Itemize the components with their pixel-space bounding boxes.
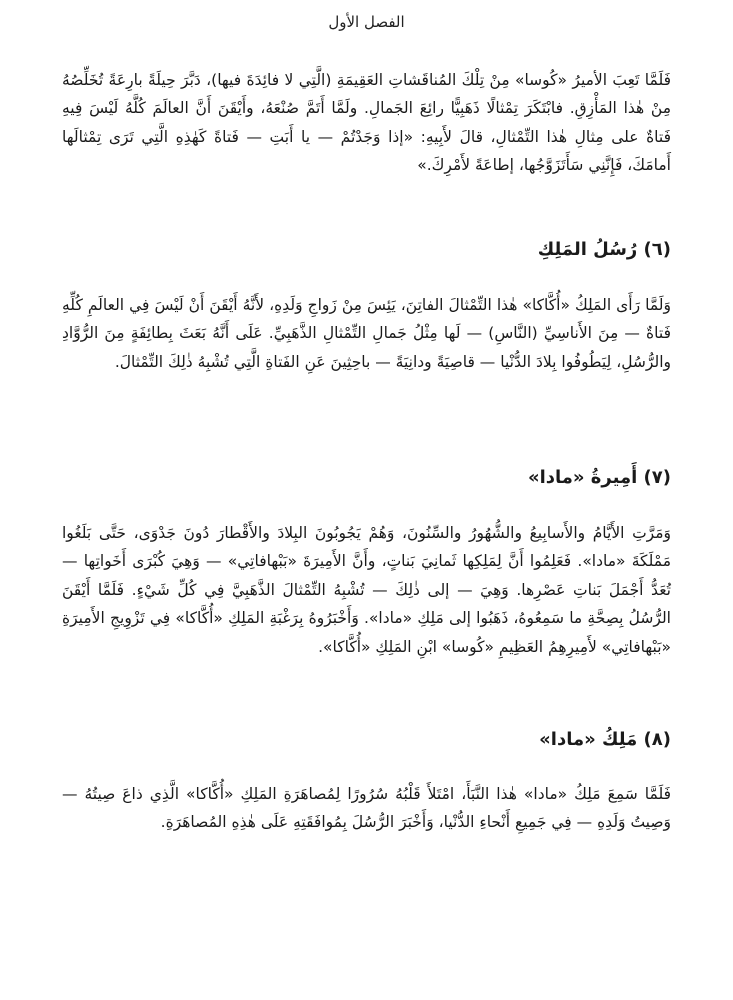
- paragraph-section-8: فَلَمَّا سَمِعَ مَلِكُ «مادا» هٰذا النَّبَأَ، امْتَلأَ قَلْبُهُ سُرُورًا لِمُصاهَرَةِ المَلِكِ «أُكَّاكا» الَّذِي ذاعَ صِيتُهُ — وَصِيتُ وَلَدِهِ — فِي جَمِيعِ أَنْحاءِ الدُّنْيا، وَأَخْبَرَ الرُّسُلَ بِمُوافَقَتِهِ عَلَى هٰذِهِ المُصاهَرَةِ.: [62, 785, 671, 832]
- paragraph-section-7: وَمَرَّتِ الأَيَّامُ والأَسابِيعُ والشُّهُورُ والسِّنُونَ، وَهُمْ يَجُوبُونَ البِلادَ والأَقْطارَ دُونَ جَدْوَى، حَتَّى بَلَغُوا مَمْلَكَةَ «مادا». فَعَلِمُوا أَنَّ لِمَلِكِها ثَمانِيَ بَناتٍ، وأَنَّ الأَمِيرَةَ «بَبْهافاتِي» — وَهِيَ كُبْرَى أَخَواتِها — تُعَدُّ أَجْمَلَ بَناتِ عَصْرِها. وَهِيَ — إلى ذٰلِكَ — تُشْبِهُ التِّمْثالَ الذَّهَبِيَّ فِي كُلِّ شَيْءٍ. فَلَمَّا أَيْقَنَ الرُّسُلُ بِصِحَّةِ ما سَمِعُوهُ، ذَهَبُوا إلى مَلِكِ «مادا». وَأَخْبَرُوهُ بِرَغْبَةِ المَلِكِ «أُكَّاكا» فِي تَزْوِيجِ الأَمِيرَةِ «بَبْهافاتِي» لأَمِيرِهِمُ العَظِيمِ «كُوسا» ابْنِ المَلِكِ «أُكَّاكا».: [62, 524, 671, 656]
- section-heading-7: (٧) أَمِيرةُ «مادا»: [527, 467, 671, 488]
- section-heading-8: (٨) مَلِكُ «مادا»: [539, 729, 671, 750]
- paragraph-section-6: وَلَمَّا رَأَى المَلِكُ «أُكَّاكا» هٰذا التِّمْثالَ الفاتِنَ، يَئِسَ مِنْ زَواجِ وَلَدِهِ، لأَنَّهُ أَيْقَنَ أَنْ لَيْسَ فِي العالَمِ كُلِّهِ فَتاةٌ — مِنَ الأَناسِيِّ (النَّاسِ) — لَها مِثْلُ جَمالِ التِّمْثالِ الذَّهَبِيِّ. عَلَى أَنَّهُ بَعَثَ بِطائِفَةٍ مِنَ الرُّوَّادِ والرُّسُلِ، لِيَطُوفُوا بِلادَ الدُّنْيا — قاصِيَةً ودانِيَةً — باحِثِينَ عَنِ الفَتاةِ الَّتِي تُشْبِهُ ذٰلِكَ التِّمْثالَ.: [62, 296, 671, 371]
- section-heading-6: (٦) رُسُلُ المَلِكِ: [537, 239, 671, 260]
- running-header-chapter-title: الفصل الأول: [328, 13, 405, 31]
- paragraph-intro: فَلَمَّا تَعِبَ الأميرُ «كُوسا» مِنْ تِلْكَ المُناقَشاتِ العَقِيمَةِ (الَّتِي لا فائِدَةَ فيها)، دَبَّرَ حِيلَةً بارِعَةً تُخَلِّصُهُ مِنْ هٰذا المَأْزِقِ. فابْتَكَرَ تِمْثالًا ذَهَبِيًّا رائِعَ الجَمالِ. ولَمَّا أَتَمَّ صُنْعَهُ، وأَيْقَنَ أَنَّ العالَمَ كُلَّهُ لَيْسَ فِيهِ فَتاةٌ على مِثالِ هٰذا التِّمْثالِ، قالَ لأَبِيهِ: «إذا وَجَدْتُمْ — يا أَبَتِ — فَتاةً كَهٰذِهِ الَّتِي تَرَى تِمْثالَها أَمامَكَ، فَإِنَّنِي سَأَتَزَوَّجُها، إطاعَةً لأَمْرِكَ.»: [62, 71, 671, 175]
